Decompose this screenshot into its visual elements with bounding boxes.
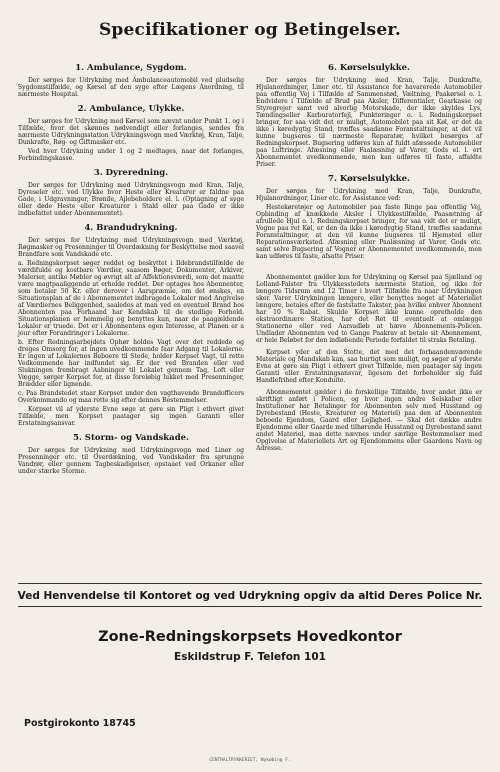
divider [18, 606, 482, 607]
section-heading: 7. Kørselsulykke. [328, 174, 410, 184]
left-column [18, 65, 244, 483]
section-paragraph: Abonnementet gælder kun for Udrykning og Kørsel paa Sjælland og Lolland-Falster fra Ulykkesstedets nærmeste Station, og ikke for længere Tidsrum end 12 Timer i hvert Tilfælde fra naar Udrykningen sker. Varer Udrykningen længere, eller benyttes noget af Materiellet længere, betales efter de faststatte Takster, paa hvilke enhver Abonnent har 10 % Rabat. Skulde Korpset ikke kunne opretholde den ekstraordinære Station, har det Ret til eventuelt at omlægge Stationerne eller ved Aarsudløb at hæve Abonnements-Policen. Undlader Abonnenten ved to Gange Paakrav at betale sit Abonnement, er hele Beløbet for den indløbende Periode forfaldet til straks Betaling. [256, 274, 482, 344]
section-paragraph: Hestekøretøjer og Automobiler paa faste Ringe paa offentlig Vej, Opbinding af knækkede Aksler i Ulykkestilfælde, Paasætning af afrullede Hjul o. l. Redningskorpset bringer, for saa vidt det er muligt, Vogne paa ret Køl, er den da ikke i køredygtig Stand, træffes saadanne Foranstaltninger, at den vil kunne bugseres til Hjemsted eller Reparationsværksted. Afæsning eller Paalæsning af Varer, Gods etc. samt selve Bugsering af Vogner er Abonnementet uvedkommende, men kan udføres til faste, afsatte Priser. [256, 204, 482, 260]
company-address: Eskildstrup F. Telefon 101 [174, 651, 326, 663]
section-dyreredning [18, 170, 244, 217]
section-paragraph: Ved hver Udrykning under 1 og 2 medtages, naar det forlanges, Forbindingskasse. [18, 148, 244, 162]
section-brandudrykning [18, 225, 244, 427]
section-heading: 5. Storm- og Vandskade. [72, 433, 190, 443]
section-paragraph: Korpset vil af yderste Evne søge at gøre sin Pligt i ethvert givet Tilfælde, men Korpset paatager sig ingen Garanti eller Erstatningsansvar. [18, 406, 244, 427]
section-korselsulykke-6 [256, 65, 482, 168]
police-notice: Ved Henvendelse til Kontoret og ved Udrykning opgiv da altid Deres Police Nr. [17, 590, 483, 602]
postgiro-account: Postgirokonto 18745 [24, 718, 136, 729]
section-heading: 6. Kørselsulykke. [328, 63, 410, 73]
section-storm-vandskade [18, 435, 244, 475]
section-general-terms [256, 274, 482, 452]
section-ambulance-sygdom [18, 65, 244, 98]
section-paragraph: Der sørges for Udrykning med Udrykningsvogn med Værktøj, Røgmasker og Presenninger til Overdækning for Beskyttelse mod saavel Brandfare som Vandskade etc. [18, 237, 244, 258]
printer-imprint: CENTRALTRYKKERIET, Nykøbing F. [209, 758, 291, 763]
section-paragraph: Der sørges for Udrykning med Udrykningsvogn med Liner og Presenninger etc. til Overdækning, ved Vandskader fra sprungne Vandrør, eller gennem Tagbeskadigelser, opstaaet ved Orkaner eller under stærke Storme. [18, 447, 244, 475]
section-korselsulykke-7 [256, 176, 482, 260]
section-ambulance-ulykke [18, 106, 244, 162]
section-paragraph: Abonnementet gælder i de forskellige Tilfælde, hvor andet ikke er skriftligt anført i Policen, og hvor ingen andre Selskaber eller Institutioner har Betalinger for Abonnenten selv med Husstand og Dyrebestand (Heste, Kreaturer og Materiel) paa den af Abonnenten beboede Ejendom, Gaard eller Lejlighed. — Skal det dække andre Ejendomme eller Gaarde med tilhørende Husstand og Dyrebestand samt andet Materiel, maa dette nævnes under særlige Bestemmelser med Opgivelse af Materiellets Art og Ejendommens eller Gaardens Navn og Adresse. [256, 389, 482, 452]
section-paragraph: Der sørges for Udrykning med Kran, Talje, Dunkrafte, Hjulanordninger, Liner etc. til Assistance for havarerede Automobiler paa offentlig Vej i Tilfælde af Sammenstød, Væltning, Paakørsel o. l. Endvidere i Tilfælde af Brud paa Aksler, Differentialer, Gearkasse og Styregrejer samt ved alvorlig Motorskade, der ikke skyldes Lys, Tændingseller Karburatorfejl, Punkteringer o. l. Redningskorpset bringer, for saa vidt det er muligt, Automobilet paa sit Køl, er det da ikke i køredygtig Stand, træffes saadanne Foranstaltninger, at det vil kunne bugseres til nærmeste Reparatør, hvilket besørges af Redningskorpset. Bugsering udføres kun af fuldt afæssede Automobiler paa Luftringe. Afæsning eller Faalæsning af Varer, Gods el. l. ert Abonnementet uvedkommende, men kan udføres til faste, affaldte Priser. [256, 77, 482, 168]
section-paragraph: Korpset yder af den Stotte, det med det forhaandenværende Materiale og Mandskab kan, saa hurtigt som muligt, og søger af yderste Evne at gøre sin Pligt i ethvert givet Tilfælde, men paatager sig ingen Garanti eller Erstatningsansvar, ligesom det forbeholder sig fuld Handlefrihed efter Konduite. [256, 349, 482, 384]
section-paragraph: b. Efter Redningsarbejdets Ophør holdes Vagt over det reddede og dreges Omsorg for, at ingen uvedkommende faar Adgang til Lokalerne. Er ingen af Lokalernes Beboere til Stede, holder Korpset Vagt, til rette Vedkommende har indfundet sig. Er der ved Branden eller ved Slukningen frembragt Aabninger til Lokalet gennem Tag, Loft eller Vægge, sørger Korpset for, at disse foreløbig lukket med Presenninger, Brædder eller lignende. [18, 339, 244, 388]
divider [18, 583, 482, 584]
company-name: Zone-Redningskorpsets Hovedkontor [98, 629, 402, 645]
section-paragraph: Der sørges for Udrykning med Ambulanceautomobil ved pludselig Sygdomstilfælde, og Kørsel af den syge efter Lægens Anordning, til nærmeste Hospital. [18, 77, 244, 98]
section-paragraph: Der sørges for Udrykning med Kran, Talje, Dunkrafte, Hjulanordninger, Liner etc. for Assistance ved: [256, 188, 482, 202]
section-heading: 1. Ambulance, Sygdom. [75, 63, 187, 73]
page-title: Specifikationer og Betingelser. [98, 20, 402, 40]
section-paragraph: c. Paa Brandstedet staar Korpset under den vagthavende Brandofficers Overkommando og maa rette sig efter dennes Bestemmelser. [18, 390, 244, 404]
right-column [256, 65, 482, 460]
section-paragraph: Der sørges for Udrykning med Kørsel som nævnt under Punkt 1. og i Tilfælde, hvor det skønnes nødvendigt eller forlanges, sendes fra nærmeste Udrykningsstation Udrykningsvogn med Værktøj, Kran, Talje, Dunkrafte, Røg- og Giftmasker etc. [18, 118, 244, 146]
section-paragraph: a. Redningskorpset søger reddet og beskyttet i Ildebrandstilfælde de værdifulde og kostbare Værdier, saasom Bøger, Dokumenter, Arkiver, Malerier, antike Møbler og øvrigt alt af Affektionsværdi, som det maatte være magtpaaliggende at erholde reddet. Der optages hos Abonnenter, som betaler 50 Kr. eller derover i Aarspræmie, om det ønskes, en Situationsplan af de i Abonnementet indbragede Lokaler med Angivelse af Værdiernes Beliggenhed, saaledes at man ved en eventuel Brand hos Abonnenten paa Forhaand har Kendskab til de stedlige Forhold. Situationsplanen er hemmelig og benyttes kun, naar de paagældende Lokaler er truede. Det er i Abonnentens egen Interesse, at Planen er a jour efter Forandringer i Lokalerne. [18, 260, 244, 337]
section-heading: 3. Dyreredning. [93, 168, 169, 178]
section-heading: 4. Brandudrykning. [84, 223, 178, 233]
section-heading: 2. Ambulance, Ulykke. [77, 104, 185, 114]
section-paragraph: Der sørges for Udrykning med Udrykningsvogn med Kran, Talje, Dyreseler etc. ved Ulykke hvor Heste eller Kreaturer er faldne paa Gade, i Udgravninger, Brønde, Ajlebeholdere el. l. (Optagning af syge eller døde Heste eller Kreaturer i Stald eller paa Gade er ikke indbefattet under Abonnementet). [18, 182, 244, 217]
